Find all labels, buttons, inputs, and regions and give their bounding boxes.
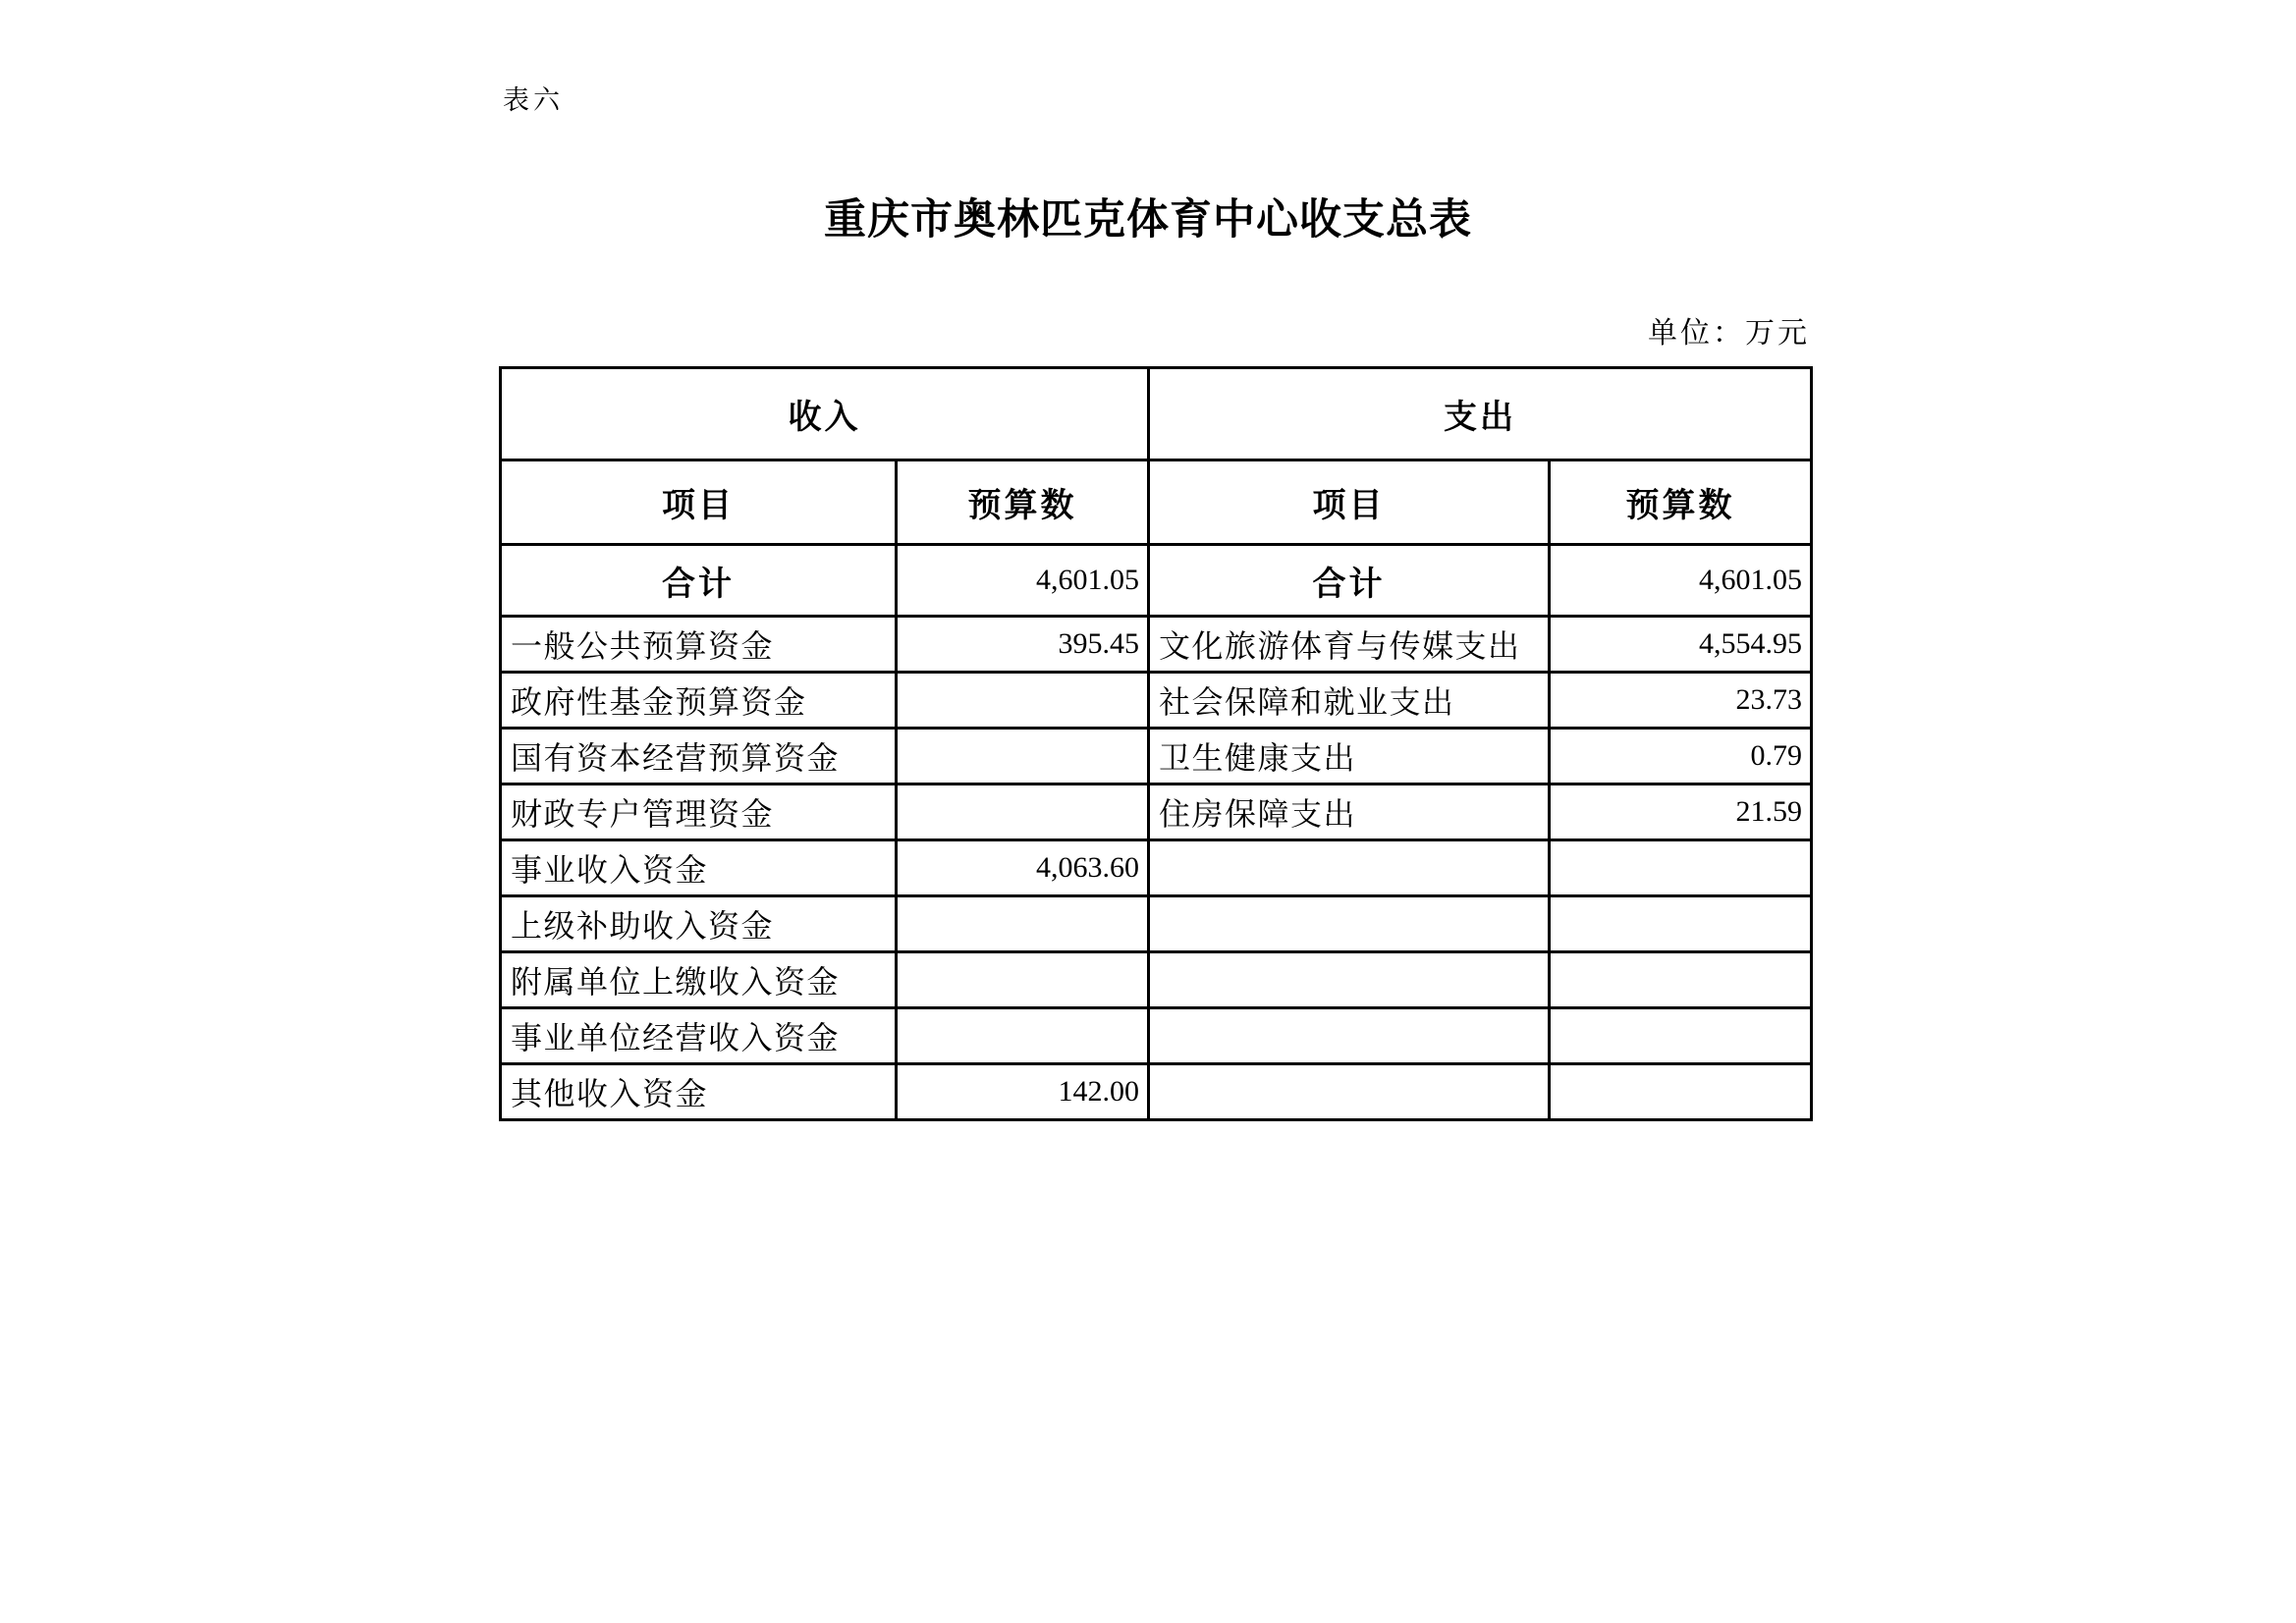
expense-total-label: 合计 bbox=[1149, 545, 1550, 617]
expense-budget-cell bbox=[1550, 952, 1812, 1008]
income-budget-cell: 142.00 bbox=[897, 1064, 1149, 1120]
unit-note: 单位：万元 bbox=[1648, 317, 1810, 350]
table-row bbox=[501, 617, 1812, 673]
table-row bbox=[501, 784, 1812, 840]
expense-item-cell bbox=[1149, 1008, 1550, 1064]
income-budget-cell bbox=[897, 784, 1149, 840]
income-budget-column-header: 预算数 bbox=[897, 460, 1149, 545]
table-row bbox=[501, 1064, 1812, 1120]
income-budget-cell bbox=[897, 952, 1149, 1008]
table-row bbox=[501, 1008, 1812, 1064]
expense-item-cell: 文化旅游体育与传媒支出 bbox=[1149, 617, 1550, 673]
income-item-cell: 其他收入资金 bbox=[501, 1064, 897, 1120]
expense-item-cell: 卫生健康支出 bbox=[1149, 729, 1550, 784]
income-item-cell: 国有资本经营预算资金 bbox=[501, 729, 897, 784]
expense-budget-cell: 0.79 bbox=[1550, 729, 1812, 784]
expense-budget-cell: 21.59 bbox=[1550, 784, 1812, 840]
sheet-label: 表六 bbox=[503, 85, 564, 115]
expense-budget-cell: 4,554.95 bbox=[1550, 617, 1812, 673]
income-item-cell: 一般公共预算资金 bbox=[501, 617, 897, 673]
income-item-cell: 附属单位上缴收入资金 bbox=[501, 952, 897, 1008]
income-budget-cell: 395.45 bbox=[897, 617, 1149, 673]
income-budget-cell: 4,063.60 bbox=[897, 840, 1149, 896]
expense-item-cell bbox=[1149, 896, 1550, 952]
income-total-label: 合计 bbox=[501, 545, 897, 617]
expense-item-cell bbox=[1149, 952, 1550, 1008]
expense-item-cell bbox=[1149, 840, 1550, 896]
income-budget-cell bbox=[897, 673, 1149, 729]
column-header-row bbox=[501, 460, 1812, 545]
table-row bbox=[501, 673, 1812, 729]
income-expense-summary-table bbox=[499, 366, 1813, 1121]
table-row bbox=[501, 896, 1812, 952]
expense-item-cell bbox=[1149, 1064, 1550, 1120]
table-row bbox=[501, 952, 1812, 1008]
expense-budget-column-header: 预算数 bbox=[1550, 460, 1812, 545]
income-budget-cell bbox=[897, 896, 1149, 952]
expense-budget-cell bbox=[1550, 896, 1812, 952]
income-budget-cell bbox=[897, 729, 1149, 784]
expense-item-cell: 社会保障和就业支出 bbox=[1149, 673, 1550, 729]
expense-budget-cell bbox=[1550, 840, 1812, 896]
table-row bbox=[501, 840, 1812, 896]
expense-budget-cell bbox=[1550, 1008, 1812, 1064]
page-title: 重庆市奥林匹克体育中心收支总表 bbox=[824, 196, 1472, 243]
income-section-header: 收入 bbox=[501, 368, 1149, 460]
section-header-row bbox=[501, 368, 1812, 460]
expense-budget-cell bbox=[1550, 1064, 1812, 1120]
table-row bbox=[501, 729, 1812, 784]
expense-total-value: 4,601.05 bbox=[1550, 545, 1812, 617]
expense-item-cell: 住房保障支出 bbox=[1149, 784, 1550, 840]
expense-section-header: 支出 bbox=[1149, 368, 1812, 460]
income-item-cell: 财政专户管理资金 bbox=[501, 784, 897, 840]
expense-budget-cell: 23.73 bbox=[1550, 673, 1812, 729]
expense-item-column-header: 项目 bbox=[1149, 460, 1550, 545]
income-item-cell: 事业收入资金 bbox=[501, 840, 897, 896]
income-item-cell: 上级补助收入资金 bbox=[501, 896, 897, 952]
income-item-cell: 事业单位经营收入资金 bbox=[501, 1008, 897, 1064]
income-item-column-header: 项目 bbox=[501, 460, 897, 545]
income-item-cell: 政府性基金预算资金 bbox=[501, 673, 897, 729]
income-budget-cell bbox=[897, 1008, 1149, 1064]
income-total-value: 4,601.05 bbox=[897, 545, 1149, 617]
total-row bbox=[501, 545, 1812, 617]
